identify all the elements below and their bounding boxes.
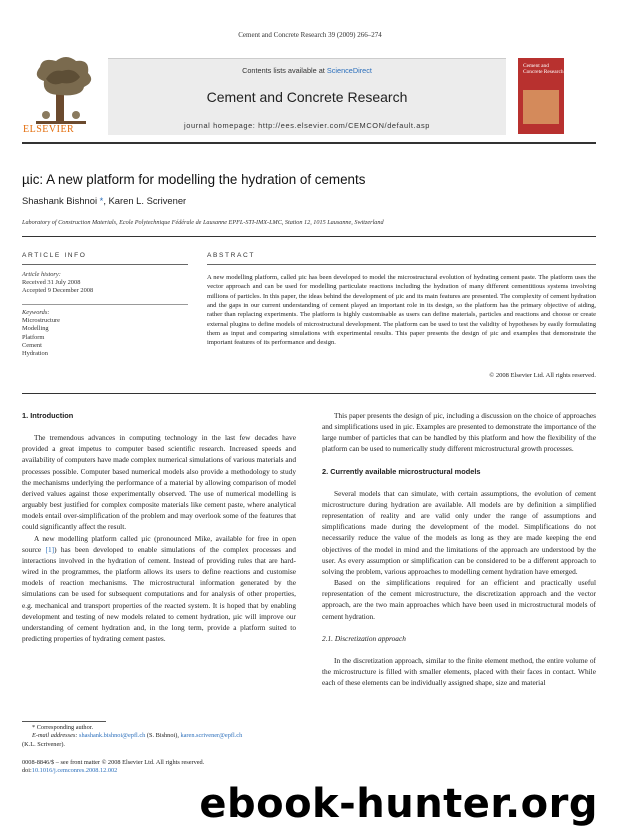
bottom-info: 0008-8846/$ – see front matter © 2008 Elsevier Ltd. All rights reserved. doi:10.1016/j.cemconres.2008.12.002 xyxy=(22,759,205,775)
affiliation-rule xyxy=(22,236,596,237)
models-paragraph-2: Based on the simplifications required for an efficient and practically useful representation of the cement microstructure, the discretization approach and the vector approach, are the two main approaches which have been used in microstructural models of cement hydration. xyxy=(322,578,596,621)
journal-homepage[interactable]: journal homepage: http://ees.elsevier.com/CEMCON/default.asp xyxy=(184,121,430,130)
reference-link-1[interactable]: [1] xyxy=(45,544,55,554)
affiliation: Laboratory of Construction Materials, Ecole Polytechnique Fédérale de Lausanne EPFL-STI-IMX-LMC, Station 12, 1015 Lausanne, Switzerland xyxy=(22,219,384,226)
article-history: Article history: Received 31 July 2008 Accepted 9 December 2008 xyxy=(22,271,94,295)
keywords: Keywords: Microstructure Modelling Platform Cement Hydration xyxy=(22,309,60,358)
article-info-rule xyxy=(22,264,188,265)
sciencedirect-link[interactable]: ScienceDirect xyxy=(326,66,372,75)
subsection-heading-discretization: 2.1. Discretization approach xyxy=(322,633,406,643)
cover-title: Cement and Concrete Research xyxy=(523,63,564,75)
header-rule xyxy=(22,142,596,144)
intro-paragraph-1: The tremendous advances in computing technology in the last few decades have provided a great impetus to computer based scientific research. Increased speeds and availability of computers have made complex numerical simulations of various materials and processes possible. Computer based numerical models also provide a methodology to study the mechanisms underlying the performance of a material by allowing comparison of model derived values against those experimentally observed. The use of numerical modelling is arguably best justified for complex composite materials like cement paste, where analytical models entail over-simplification of the problem and may overlook some of the features that could significantly affect the result. xyxy=(22,433,296,532)
discretization-paragraph-1: In the discretization approach, similar to the finite element method, the entire volume of the microstructure is filled with smaller elements, placed with their faces in contact. While each of these elements can be individually assigned shape, size and material xyxy=(322,655,596,688)
elsevier-tree-logo-icon xyxy=(22,55,100,133)
article-info-heading: ARTICLE INFO xyxy=(22,252,87,259)
abstract-heading: ABSTRACT xyxy=(207,252,255,259)
publisher-name: ELSEVIER xyxy=(23,124,75,135)
journal-title: Cement and Concrete Research xyxy=(206,89,408,105)
contents-line: Contents lists available at ScienceDirect xyxy=(242,66,372,75)
footnote: * Corresponding author. E-mail addresses: shashank.bishnoi@epfl.ch (S. Bishnoi), karen.scrivener@epfl.ch (K.L. Scrivener). xyxy=(22,724,243,748)
right-paragraph-1: This paper presents the design of µic, including a discussion on the choice of approaches and simplifications used in µic. Examples are presented to demonstrate the importance of the large number of particles that can be handled by this platform and how the flexibility of the platform can be used to numerically study different microstructural growth processes. xyxy=(322,411,596,454)
abstract-text: A new modelling platform, called µic has been developed to model the microstructural evolution of hydrating cement paste. The platform uses the vector approach and can be used for modelling particulate reactions including the hydration of many different cementitious systems involving millions of particles. In this paper, the ideas behind the development of µic and its main features are presented. The complexity of cement hydration and the gaps in our current understanding of cement played an important role in its design, so the platform has the primary objective of aiding, rather than replacing experiments. The platform is highly customisable as users can define materials, particles and reactions and choose or create external plugins to define models of microstructural development. The platform can be used to test the validity of hypotheses by easily formulating them as input and comparing simulations with experimental results. This paper presents the design of µic and examples that demonstrate the important features of its performance and design. xyxy=(207,274,596,347)
abstract-bottom-rule xyxy=(22,393,596,394)
right-column xyxy=(322,410,596,688)
cover-image xyxy=(523,90,559,124)
running-head: Cement and Concrete Research 39 (2009) 266–274 xyxy=(238,31,382,39)
models-paragraph-1: Several models that can simulate, with certain assumptions, the evolution of cement microstructure during hydration are available. All models are by definition a simplified representation of reality and are valid only under the range of assumptions and simplifications made during the development of the model. Simplifications do not necessarily reduce the value of the models as long as they are made keeping the end objectives of the model in mind and the limitations of the approach are understood by the user. As every assumption or simplification can be considered to be a different approach to solving the problem, various approaches to modelling cement hydration have emerged. xyxy=(322,488,596,576)
journal-header xyxy=(108,58,506,135)
journal-cover-thumbnail xyxy=(518,58,564,134)
section-heading-models: 2. Currently available microstructural models xyxy=(322,466,481,476)
abstract-copyright: © 2008 Elsevier Ltd. All rights reserved. xyxy=(489,372,596,379)
left-column xyxy=(22,410,296,644)
author-list: Shashank Bishnoi *, Karen L. Scrivener xyxy=(22,195,187,206)
doi-link[interactable]: 10.1016/j.cemconres.2008.12.002 xyxy=(31,767,118,775)
watermark: ebook-hunter.org xyxy=(199,781,598,827)
article-title: µic: A new platform for modelling the hydration of cements xyxy=(22,172,366,187)
email-link-scrivener[interactable]: karen.scrivener@epfl.ch xyxy=(180,732,243,740)
corresponding-author-link[interactable]: * xyxy=(99,195,104,206)
keywords-rule xyxy=(22,304,188,305)
email-link-bishnoi[interactable]: shashank.bishnoi@epfl.ch xyxy=(79,732,146,740)
footnote-rule xyxy=(22,721,106,722)
section-heading-introduction: 1. Introduction xyxy=(22,411,74,420)
intro-paragraph-2: A new modelling platform called µic (pronounced Mike, available for free in open source [1]) has been developed to enable simulations of the complex processes and interactions involved in the hydration of cement. Instead of providing rules that are hard-wired in the programmes, the platform allows its users to define reactions and customise models of reaction mechanisms. The microstructural information generated by the simulations can be used for subsequent computations and for analysis of other properties, e.g. mechanical and transport properties of the reacted system. It is hoped that by enabling development and testing of new models related to cement hydration, µic will improve our understanding of cement hydration and, in the long term, provide a platform suited to predicting properties of hydrating cement pastes. xyxy=(22,533,296,643)
abstract-rule xyxy=(207,264,596,265)
